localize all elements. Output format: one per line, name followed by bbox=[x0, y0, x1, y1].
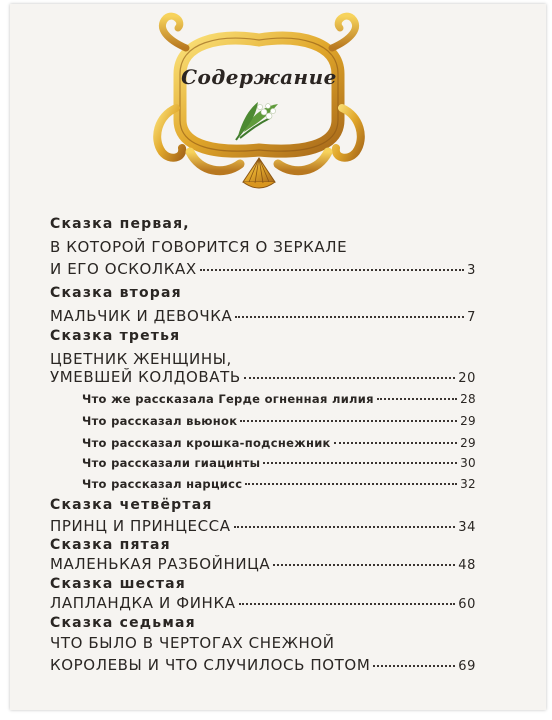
chapter-3-sub-2[interactable] bbox=[82, 414, 476, 428]
leader-dots bbox=[240, 420, 457, 422]
leader-dots bbox=[273, 564, 455, 566]
chapter-1-title-line-2[interactable] bbox=[50, 260, 476, 278]
leader-dots bbox=[334, 442, 457, 444]
sub-title-text: Что же рассказала Герде огненная лилия bbox=[82, 392, 374, 406]
chapter-7-title-line-2[interactable] bbox=[50, 656, 476, 674]
chapter-2-title-text: МАЛЬЧИК И ДЕВОЧКА bbox=[50, 307, 233, 325]
sub-title-text: Что рассказал крошка-подснежник bbox=[82, 436, 331, 450]
chapter-1-page: 3 bbox=[467, 263, 476, 278]
chapter-3-title-line-1: ЦВЕТНИК ЖЕНЩИНЫ, bbox=[50, 350, 232, 368]
chapter-1-title-text: И ЕГО ОСКОЛКАХ bbox=[50, 260, 197, 278]
chapter-4-title-line[interactable] bbox=[50, 517, 476, 535]
chapter-7-page: 69 bbox=[458, 659, 476, 674]
leader-dots bbox=[263, 462, 457, 464]
book-page bbox=[10, 4, 546, 710]
chapter-7-title-line-1: ЧТО БЫЛО В ЧЕРТОГАХ СНЕЖНОЙ bbox=[50, 634, 335, 652]
sub-title-text: Что рассказал вьюнок bbox=[82, 414, 238, 428]
sub-title-text: Что рассказали гиацинты bbox=[82, 456, 261, 470]
leader-dots bbox=[200, 269, 464, 271]
sub-page: 29 bbox=[460, 414, 476, 428]
leader-dots bbox=[373, 665, 455, 667]
leader-dots bbox=[377, 398, 457, 400]
chapter-3-sub-3[interactable] bbox=[82, 436, 476, 450]
chapter-3-sub-1[interactable] bbox=[82, 392, 476, 406]
chapter-5-page: 48 bbox=[458, 558, 476, 573]
chapter-6-title-text: ЛАПЛАНДКА И ФИНКА bbox=[50, 594, 236, 612]
chapter-4-title-text: ПРИНЦ И ПРИНЦЕССА bbox=[50, 517, 231, 535]
chapter-7-title-text: КОРОЛЕВЫ И ЧТО СЛУЧИЛОСЬ ПОТОМ bbox=[50, 656, 371, 674]
leader-dots bbox=[235, 316, 464, 318]
golden-frame-icon bbox=[140, 12, 378, 198]
chapter-3-page: 20 bbox=[458, 371, 476, 386]
chapter-5-heading: Сказка пятая bbox=[50, 537, 171, 553]
chapter-3-sub-4[interactable] bbox=[82, 456, 476, 470]
chapter-3-title-line-2[interactable] bbox=[50, 368, 476, 386]
chapter-5-title-line[interactable] bbox=[50, 555, 476, 573]
chapter-7-heading: Сказка седьмая bbox=[50, 615, 196, 631]
chapter-2-title-line[interactable] bbox=[50, 307, 476, 325]
chapter-1-heading: Сказка первая, bbox=[50, 216, 190, 232]
chapter-5-title-text: МАЛЕНЬКАЯ РАЗБОЙНИЦА bbox=[50, 555, 271, 573]
chapter-2-heading: Сказка вторая bbox=[50, 285, 182, 301]
chapter-6-heading: Сказка шестая bbox=[50, 576, 186, 592]
chapter-3-sub-5[interactable] bbox=[82, 477, 476, 491]
chapter-4-page: 34 bbox=[458, 520, 476, 535]
sub-page: 28 bbox=[460, 392, 476, 406]
lily-of-the-valley-icon bbox=[236, 102, 278, 140]
sub-page: 32 bbox=[460, 477, 476, 491]
chapter-2-page: 7 bbox=[467, 310, 476, 325]
sub-page: 30 bbox=[460, 456, 476, 470]
page-title: Содержание bbox=[181, 65, 337, 89]
leader-dots bbox=[244, 377, 455, 379]
ornamental-frame bbox=[140, 12, 378, 198]
chapter-3-heading: Сказка третья bbox=[50, 328, 181, 344]
chapter-6-title-line[interactable] bbox=[50, 594, 476, 612]
chapter-1-title-line-1: В КОТОРОЙ ГОВОРИТСЯ О ЗЕРКАЛЕ bbox=[50, 238, 348, 256]
chapter-3-title-text: УМЕВШЕЙ КОЛДОВАТЬ bbox=[50, 368, 241, 386]
leader-dots bbox=[245, 483, 457, 485]
sub-title-text: Что рассказал нарцисс bbox=[82, 477, 243, 491]
leader-dots bbox=[234, 526, 456, 528]
leader-dots bbox=[239, 603, 456, 605]
chapter-6-page: 60 bbox=[458, 597, 476, 612]
chapter-4-heading: Сказка четвёртая bbox=[50, 497, 213, 513]
sub-page: 29 bbox=[460, 436, 476, 450]
